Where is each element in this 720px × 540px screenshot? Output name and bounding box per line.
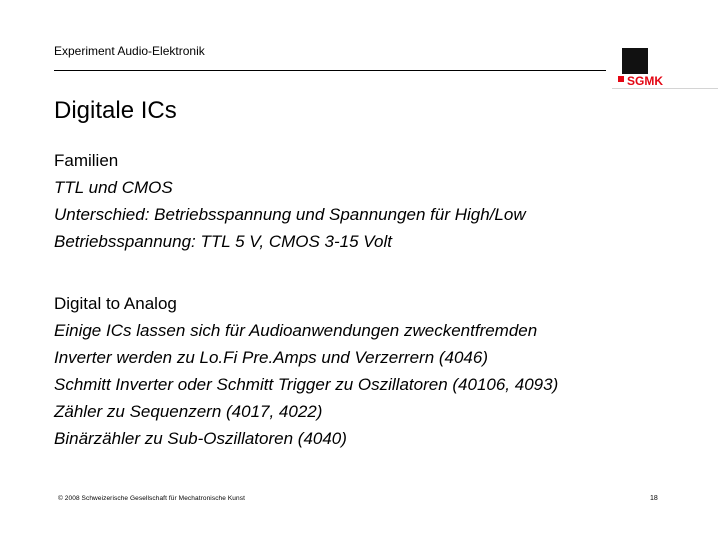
section-line: TTL und CMOS [54,178,173,197]
page-number: 18 [650,495,658,502]
slide-title: Digitale ICs [54,97,177,124]
section-familien [54,147,526,255]
logo-red-mark [618,76,624,82]
section-line: Binärzähler zu Sub-Oszillatoren (4040) [54,429,347,448]
section-heading: Familien [54,151,119,170]
section-line: Einige ICs lassen sich für Audioanwendungen zweckentfremden [54,321,538,340]
logo-divider [612,88,718,89]
logo-square [622,48,648,74]
section-heading: Digital to Analog [54,294,177,313]
footer-copyright: © 2008 Schweizerische Gesellschaft für Mechatronische Kunst [58,495,245,502]
section-line: Zähler zu Sequenzern (4017, 4022) [54,402,323,421]
section-line: Inverter werden zu Lo.Fi Pre.Amps und Verzerrern (4046) [54,348,489,367]
section-line: Betriebsspannung: TTL 5 V, CMOS 3-15 Volt [54,232,392,251]
logo-text: SGMK [627,74,663,88]
header-title: Experiment Audio-Elektronik [54,44,205,58]
section-line: Unterschied: Betriebsspannung und Spannungen für High/Low [54,205,526,224]
section-digital-to-analog [54,290,558,452]
section-line: Schmitt Inverter oder Schmitt Trigger zu Oszillatoren (40106, 4093) [54,375,559,394]
header-divider [54,70,606,71]
